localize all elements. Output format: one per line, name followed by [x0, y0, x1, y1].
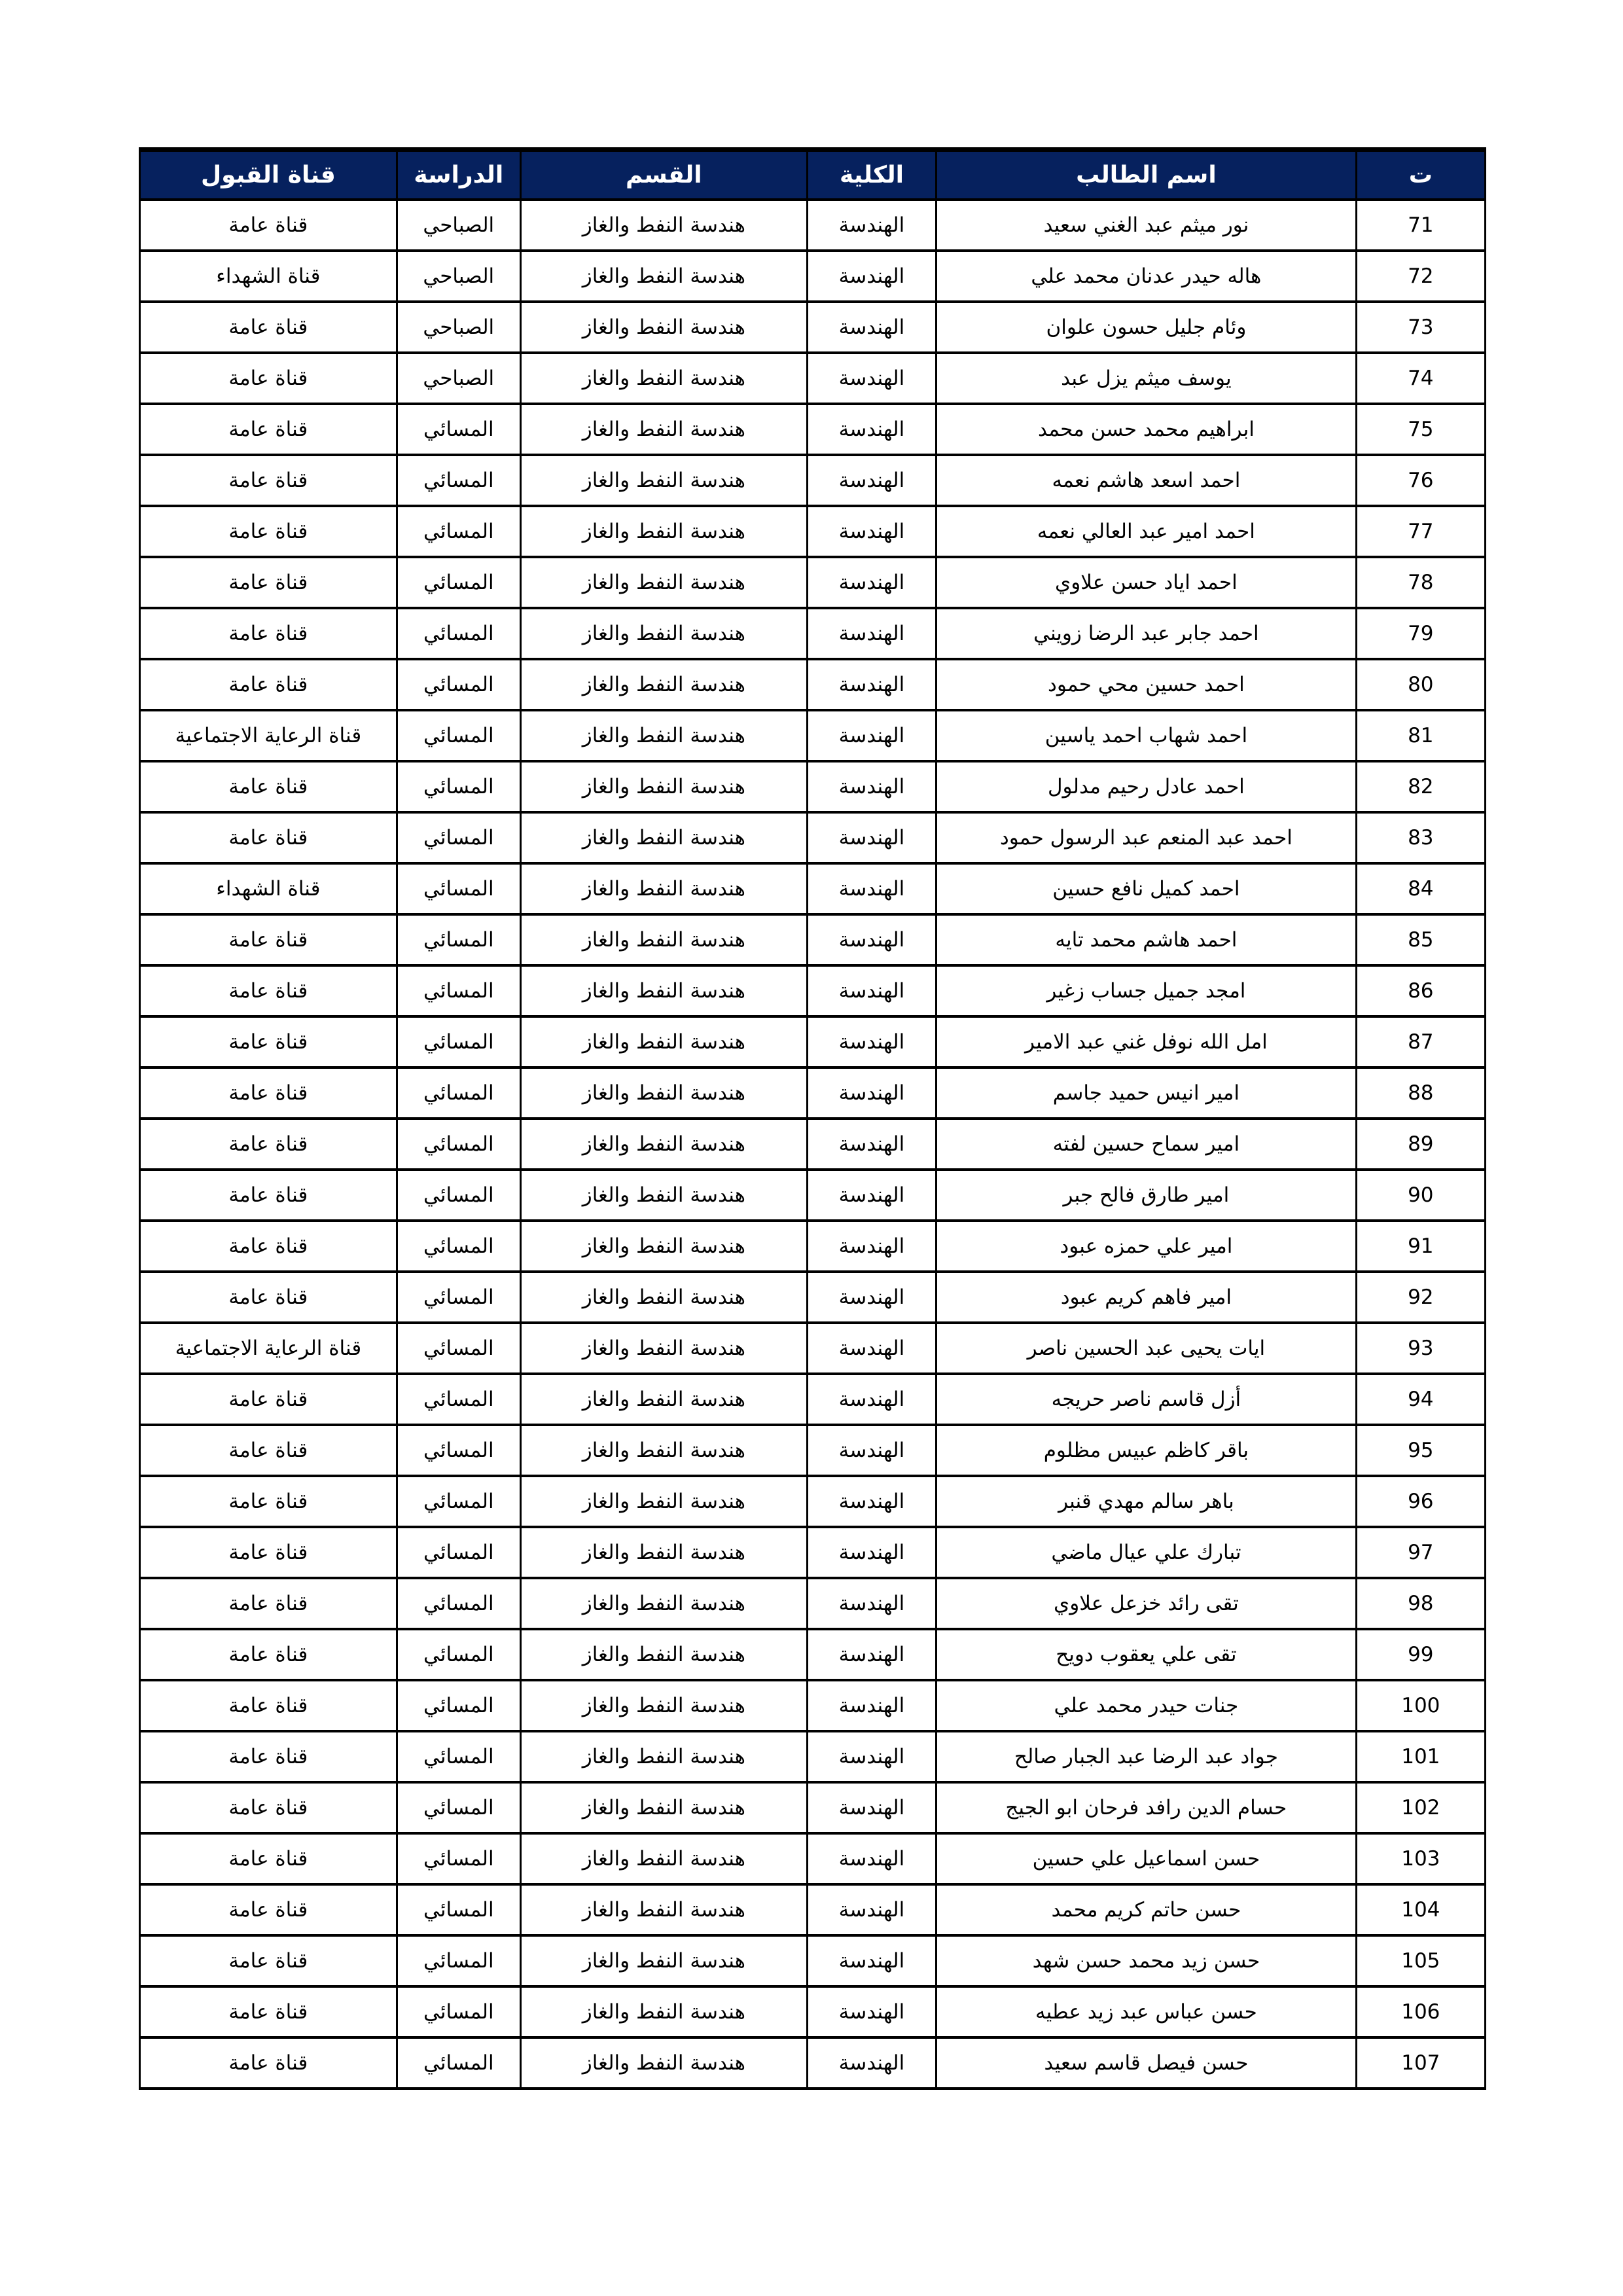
cell-study: المسائي	[397, 506, 520, 557]
cell-study: المسائي	[397, 1680, 520, 1731]
cell-channel: قناة عامة	[140, 1986, 397, 2037]
cell-channel: قناة عامة	[140, 353, 397, 404]
table-row	[140, 302, 1486, 353]
cell-college: الهندسة	[807, 1680, 936, 1731]
cell-study: المسائي	[397, 557, 520, 608]
cell-department: هندسة النفط والغاز	[520, 1119, 807, 1170]
cell-channel: قناة عامة	[140, 812, 397, 863]
header-cell-name: اسم الطالب	[936, 150, 1356, 200]
cell-department: هندسة النفط والغاز	[520, 812, 807, 863]
cell-channel: قناة عامة	[140, 1731, 397, 1782]
cell-study: المسائي	[397, 1323, 520, 1374]
cell-college: الهندسة	[807, 1425, 936, 1476]
cell-name: احمد اياد حسن علاوي	[936, 557, 1356, 608]
cell-channel: قناة الشهداء	[140, 251, 397, 302]
table-row	[140, 404, 1486, 455]
cell-college: الهندسة	[807, 353, 936, 404]
table-row	[140, 200, 1486, 251]
cell-channel: قناة عامة	[140, 1425, 397, 1476]
table-row	[140, 710, 1486, 761]
cell-number: 72	[1356, 251, 1485, 302]
table-header-row	[140, 150, 1486, 200]
header-cell-number: ت	[1356, 150, 1485, 200]
cell-department: هندسة النفط والغاز	[520, 710, 807, 761]
cell-college: الهندسة	[807, 1884, 936, 1935]
table-row	[140, 1680, 1486, 1731]
cell-study: المسائي	[397, 1986, 520, 2037]
cell-name: احمد كميل نافع حسين	[936, 863, 1356, 914]
cell-department: هندسة النفط والغاز	[520, 1527, 807, 1578]
cell-number: 91	[1356, 1221, 1485, 1272]
cell-department: هندسة النفط والغاز	[520, 1833, 807, 1884]
cell-name: امير انيس حميد جاسم	[936, 1067, 1356, 1119]
cell-number: 95	[1356, 1425, 1485, 1476]
cell-channel: قناة عامة	[140, 1884, 397, 1935]
cell-number: 81	[1356, 710, 1485, 761]
cell-name: جنات حيدر محمد علي	[936, 1680, 1356, 1731]
cell-name: هاله حيدر عدنان محمد علي	[936, 251, 1356, 302]
table-row	[140, 1833, 1486, 1884]
cell-channel: قناة عامة	[140, 1170, 397, 1221]
cell-study: المسائي	[397, 1884, 520, 1935]
cell-college: الهندسة	[807, 761, 936, 812]
cell-study: المسائي	[397, 812, 520, 863]
cell-name: امل الله نوفل غني عبد الامير	[936, 1016, 1356, 1067]
table-row	[140, 2037, 1486, 2089]
table-row	[140, 1067, 1486, 1119]
cell-study: المسائي	[397, 965, 520, 1016]
cell-channel: قناة عامة	[140, 965, 397, 1016]
cell-study: المسائي	[397, 1578, 520, 1629]
cell-name: حسام الدين رافد فرحان ابو الجيج	[936, 1782, 1356, 1833]
cell-study: المسائي	[397, 1731, 520, 1782]
cell-number: 76	[1356, 455, 1485, 506]
cell-study: المسائي	[397, 1782, 520, 1833]
cell-channel: قناة عامة	[140, 608, 397, 659]
cell-number: 106	[1356, 1986, 1485, 2037]
cell-name: ابراهيم محمد حسن محمد	[936, 404, 1356, 455]
cell-name: ايات يحيى عبد الحسين ناصر	[936, 1323, 1356, 1374]
table-row	[140, 761, 1486, 812]
cell-department: هندسة النفط والغاز	[520, 1986, 807, 2037]
cell-college: الهندسة	[807, 302, 936, 353]
cell-channel: قناة عامة	[140, 1680, 397, 1731]
cell-study: المسائي	[397, 404, 520, 455]
cell-channel: قناة عامة	[140, 1833, 397, 1884]
cell-channel: قناة عامة	[140, 659, 397, 710]
admission-roster-table	[139, 147, 1486, 2090]
cell-name: باقر كاظم عبيس مظلوم	[936, 1425, 1356, 1476]
table-row	[140, 506, 1486, 557]
cell-study: المسائي	[397, 1476, 520, 1527]
cell-study: المسائي	[397, 2037, 520, 2089]
cell-name: امير فاهم كريم عبود	[936, 1272, 1356, 1323]
cell-number: 84	[1356, 863, 1485, 914]
table-row	[140, 1782, 1486, 1833]
header-cell-department: القسم	[520, 150, 807, 200]
table-row	[140, 251, 1486, 302]
cell-channel: قناة الرعاية الاجتماعية	[140, 710, 397, 761]
cell-department: هندسة النفط والغاز	[520, 455, 807, 506]
cell-department: هندسة النفط والغاز	[520, 1680, 807, 1731]
cell-department: هندسة النفط والغاز	[520, 761, 807, 812]
cell-name: حسن زيد محمد حسن شهد	[936, 1935, 1356, 1986]
cell-channel: قناة عامة	[140, 2037, 397, 2089]
cell-college: الهندسة	[807, 1782, 936, 1833]
cell-name: يوسف ميثم يزل عبد	[936, 353, 1356, 404]
cell-college: الهندسة	[807, 863, 936, 914]
cell-channel: قناة الرعاية الاجتماعية	[140, 1323, 397, 1374]
cell-department: هندسة النفط والغاز	[520, 1016, 807, 1067]
cell-number: 88	[1356, 1067, 1485, 1119]
cell-number: 92	[1356, 1272, 1485, 1323]
cell-name: احمد جابر عبد الرضا زويني	[936, 608, 1356, 659]
cell-college: الهندسة	[807, 251, 936, 302]
cell-college: الهندسة	[807, 1119, 936, 1170]
cell-name: حسن عباس عبد زيد عطيه	[936, 1986, 1356, 2037]
cell-department: هندسة النفط والغاز	[520, 1272, 807, 1323]
cell-channel: قناة عامة	[140, 1016, 397, 1067]
cell-study: المسائي	[397, 710, 520, 761]
cell-name: احمد حسين محي حمود	[936, 659, 1356, 710]
cell-name: وئام جليل حسون علوان	[936, 302, 1356, 353]
table-row	[140, 659, 1486, 710]
cell-department: هندسة النفط والغاز	[520, 608, 807, 659]
cell-channel: قناة عامة	[140, 1527, 397, 1578]
cell-study: المسائي	[397, 1833, 520, 1884]
cell-college: الهندسة	[807, 200, 936, 251]
table-row	[140, 1935, 1486, 1986]
cell-college: الهندسة	[807, 1221, 936, 1272]
cell-college: الهندسة	[807, 1527, 936, 1578]
cell-channel: قناة عامة	[140, 1782, 397, 1833]
cell-college: الهندسة	[807, 1833, 936, 1884]
cell-department: هندسة النفط والغاز	[520, 1782, 807, 1833]
cell-number: 93	[1356, 1323, 1485, 1374]
cell-name: جواد عبد الرضا عبد الجبار صالح	[936, 1731, 1356, 1782]
cell-college: الهندسة	[807, 659, 936, 710]
cell-college: الهندسة	[807, 1016, 936, 1067]
cell-study: المسائي	[397, 455, 520, 506]
cell-department: هندسة النفط والغاز	[520, 1374, 807, 1425]
cell-number: 71	[1356, 200, 1485, 251]
cell-college: الهندسة	[807, 1986, 936, 2037]
cell-college: الهندسة	[807, 1323, 936, 1374]
cell-college: الهندسة	[807, 506, 936, 557]
cell-number: 98	[1356, 1578, 1485, 1629]
cell-college: الهندسة	[807, 1374, 936, 1425]
cell-name: احمد شهاب احمد ياسين	[936, 710, 1356, 761]
cell-channel: قناة عامة	[140, 455, 397, 506]
cell-channel: قناة عامة	[140, 1067, 397, 1119]
cell-channel: قناة عامة	[140, 1119, 397, 1170]
cell-department: هندسة النفط والغاز	[520, 1221, 807, 1272]
cell-department: هندسة النفط والغاز	[520, 200, 807, 251]
cell-number: 85	[1356, 914, 1485, 965]
cell-name: نور ميثم عبد الغني سعيد	[936, 200, 1356, 251]
cell-college: الهندسة	[807, 2037, 936, 2089]
cell-department: هندسة النفط والغاز	[520, 1935, 807, 1986]
cell-department: هندسة النفط والغاز	[520, 659, 807, 710]
cell-number: 102	[1356, 1782, 1485, 1833]
cell-department: هندسة النفط والغاز	[520, 557, 807, 608]
cell-department: هندسة النفط والغاز	[520, 1578, 807, 1629]
cell-study: المسائي	[397, 1170, 520, 1221]
cell-college: الهندسة	[807, 914, 936, 965]
cell-study: المسائي	[397, 1272, 520, 1323]
cell-study: المسائي	[397, 1119, 520, 1170]
table-row	[140, 1170, 1486, 1221]
cell-department: هندسة النفط والغاز	[520, 1476, 807, 1527]
table-row	[140, 965, 1486, 1016]
cell-study: المسائي	[397, 863, 520, 914]
table-row	[140, 1016, 1486, 1067]
cell-number: 104	[1356, 1884, 1485, 1935]
cell-number: 94	[1356, 1374, 1485, 1425]
cell-college: الهندسة	[807, 1629, 936, 1680]
table-row	[140, 353, 1486, 404]
cell-channel: قناة الشهداء	[140, 863, 397, 914]
cell-channel: قناة عامة	[140, 200, 397, 251]
cell-channel: قناة عامة	[140, 1629, 397, 1680]
cell-name: أزل قاسم ناصر حريجه	[936, 1374, 1356, 1425]
cell-channel: قناة عامة	[140, 1935, 397, 1986]
cell-number: 99	[1356, 1629, 1485, 1680]
cell-study: المسائي	[397, 1527, 520, 1578]
cell-department: هندسة النفط والغاز	[520, 1731, 807, 1782]
cell-department: هندسة النفط والغاز	[520, 965, 807, 1016]
cell-name: تبارك علي عيال ماضي	[936, 1527, 1356, 1578]
cell-study: المسائي	[397, 914, 520, 965]
cell-number: 75	[1356, 404, 1485, 455]
cell-name: تقى علي يعقوب دويح	[936, 1629, 1356, 1680]
cell-department: هندسة النفط والغاز	[520, 353, 807, 404]
cell-number: 79	[1356, 608, 1485, 659]
cell-college: الهندسة	[807, 1067, 936, 1119]
cell-college: الهندسة	[807, 1272, 936, 1323]
cell-number: 101	[1356, 1731, 1485, 1782]
cell-name: امير طارق فالح جبر	[936, 1170, 1356, 1221]
table-row	[140, 1578, 1486, 1629]
cell-name: حسن اسماعيل علي حسين	[936, 1833, 1356, 1884]
cell-college: الهندسة	[807, 1578, 936, 1629]
cell-study: المسائي	[397, 1016, 520, 1067]
cell-department: هندسة النفط والغاز	[520, 1323, 807, 1374]
table-row	[140, 608, 1486, 659]
cell-study: المسائي	[397, 1067, 520, 1119]
cell-department: هندسة النفط والغاز	[520, 1425, 807, 1476]
cell-department: هندسة النفط والغاز	[520, 302, 807, 353]
cell-number: 83	[1356, 812, 1485, 863]
table-row	[140, 1629, 1486, 1680]
cell-name: امير علي حمزه عبود	[936, 1221, 1356, 1272]
cell-study: المسائي	[397, 1221, 520, 1272]
cell-channel: قناة عامة	[140, 1272, 397, 1323]
cell-department: هندسة النفط والغاز	[520, 914, 807, 965]
cell-number: 97	[1356, 1527, 1485, 1578]
cell-college: الهندسة	[807, 710, 936, 761]
cell-college: الهندسة	[807, 812, 936, 863]
cell-study: المسائي	[397, 1935, 520, 1986]
cell-department: هندسة النفط والغاز	[520, 1884, 807, 1935]
cell-number: 89	[1356, 1119, 1485, 1170]
cell-name: حسن فيصل قاسم سعيد	[936, 2037, 1356, 2089]
table-row	[140, 1731, 1486, 1782]
table-row	[140, 1221, 1486, 1272]
table-row	[140, 812, 1486, 863]
header-cell-channel: قناة القبول	[140, 150, 397, 200]
cell-number: 90	[1356, 1170, 1485, 1221]
cell-study: المسائي	[397, 761, 520, 812]
table-row	[140, 863, 1486, 914]
cell-study: الصباحي	[397, 302, 520, 353]
cell-name: احمد عادل رحيم مدلول	[936, 761, 1356, 812]
cell-channel: قناة عامة	[140, 1374, 397, 1425]
cell-department: هندسة النفط والغاز	[520, 251, 807, 302]
cell-channel: قناة عامة	[140, 506, 397, 557]
table-row	[140, 1272, 1486, 1323]
cell-channel: قناة عامة	[140, 1476, 397, 1527]
cell-name: تقى رائد خزعل علاوي	[936, 1578, 1356, 1629]
cell-number: 87	[1356, 1016, 1485, 1067]
cell-number: 86	[1356, 965, 1485, 1016]
cell-number: 78	[1356, 557, 1485, 608]
cell-college: الهندسة	[807, 608, 936, 659]
table-row	[140, 1323, 1486, 1374]
cell-name: امير سماح حسين لفته	[936, 1119, 1356, 1170]
cell-study: الصباحي	[397, 251, 520, 302]
cell-college: الهندسة	[807, 557, 936, 608]
table-row	[140, 1425, 1486, 1476]
cell-study: المسائي	[397, 1425, 520, 1476]
table-row	[140, 914, 1486, 965]
cell-number: 77	[1356, 506, 1485, 557]
table-row	[140, 1476, 1486, 1527]
cell-channel: قناة عامة	[140, 914, 397, 965]
cell-department: هندسة النفط والغاز	[520, 1067, 807, 1119]
cell-department: هندسة النفط والغاز	[520, 863, 807, 914]
table-row	[140, 557, 1486, 608]
cell-number: 82	[1356, 761, 1485, 812]
cell-college: الهندسة	[807, 965, 936, 1016]
cell-study: المسائي	[397, 1629, 520, 1680]
cell-number: 100	[1356, 1680, 1485, 1731]
cell-study: المسائي	[397, 1374, 520, 1425]
cell-name: احمد اسعد هاشم نعمه	[936, 455, 1356, 506]
table-row	[140, 1884, 1486, 1935]
cell-name: حسن حاتم كريم محمد	[936, 1884, 1356, 1935]
cell-channel: قناة عامة	[140, 1578, 397, 1629]
cell-department: هندسة النفط والغاز	[520, 404, 807, 455]
cell-department: هندسة النفط والغاز	[520, 1170, 807, 1221]
cell-number: 73	[1356, 302, 1485, 353]
cell-channel: قناة عامة	[140, 302, 397, 353]
cell-college: الهندسة	[807, 404, 936, 455]
cell-study: المسائي	[397, 659, 520, 710]
table-row	[140, 1374, 1486, 1425]
cell-study: الصباحي	[397, 200, 520, 251]
cell-number: 74	[1356, 353, 1485, 404]
cell-name: احمد امير عبد العالي نعمه	[936, 506, 1356, 557]
cell-department: هندسة النفط والغاز	[520, 506, 807, 557]
cell-college: الهندسة	[807, 1731, 936, 1782]
cell-number: 80	[1356, 659, 1485, 710]
cell-college: الهندسة	[807, 455, 936, 506]
cell-channel: قناة عامة	[140, 761, 397, 812]
cell-channel: قناة عامة	[140, 404, 397, 455]
table-row	[140, 1119, 1486, 1170]
table-row	[140, 1527, 1486, 1578]
cell-number: 105	[1356, 1935, 1485, 1986]
header-cell-study: الدراسة	[397, 150, 520, 200]
cell-department: هندسة النفط والغاز	[520, 2037, 807, 2089]
cell-department: هندسة النفط والغاز	[520, 1629, 807, 1680]
cell-channel: قناة عامة	[140, 557, 397, 608]
cell-study: الصباحي	[397, 353, 520, 404]
cell-name: احمد عبد المنعم عبد الرسول حمود	[936, 812, 1356, 863]
table-row	[140, 1986, 1486, 2037]
cell-name: امجد جميل جساب زغير	[936, 965, 1356, 1016]
cell-number: 96	[1356, 1476, 1485, 1527]
cell-channel: قناة عامة	[140, 1221, 397, 1272]
cell-study: المسائي	[397, 608, 520, 659]
cell-number: 103	[1356, 1833, 1485, 1884]
cell-name: احمد هاشم محمد تايه	[936, 914, 1356, 965]
cell-name: باهر سالم مهدي قنبر	[936, 1476, 1356, 1527]
table-row	[140, 455, 1486, 506]
cell-number: 107	[1356, 2037, 1485, 2089]
cell-college: الهندسة	[807, 1170, 936, 1221]
cell-college: الهندسة	[807, 1935, 936, 1986]
header-cell-college: الكلية	[807, 150, 936, 200]
cell-college: الهندسة	[807, 1476, 936, 1527]
